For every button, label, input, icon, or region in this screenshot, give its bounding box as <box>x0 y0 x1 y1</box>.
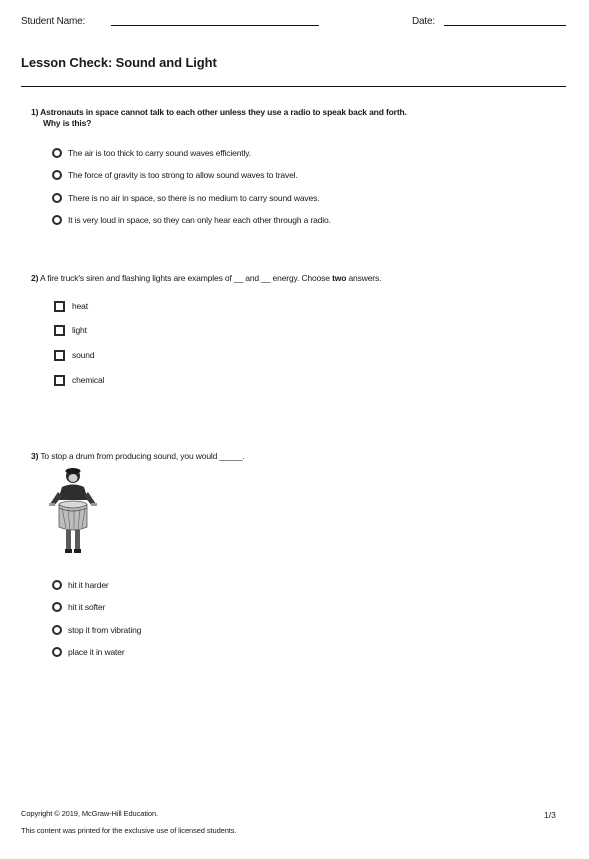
title-divider <box>21 86 566 87</box>
student-name-field[interactable] <box>111 25 319 26</box>
radio-button[interactable] <box>52 602 62 612</box>
radio-button[interactable] <box>52 580 62 590</box>
option-label: hit it softer <box>68 602 106 612</box>
q2-option-heat[interactable] <box>54 299 88 313</box>
option-label: heat <box>72 301 88 311</box>
option-label: The force of gravity is too strong to allow sound waves to travel. <box>68 170 298 180</box>
q1-option-d[interactable] <box>52 213 331 227</box>
question-3-body: To stop a drum from producing sound, you would _____. <box>40 451 245 461</box>
q1-option-b[interactable] <box>52 168 298 182</box>
question-number: 2) <box>31 273 39 283</box>
option-label: The air is too thick to carry sound waves efficiently. <box>68 148 251 158</box>
checkbox[interactable] <box>54 375 65 386</box>
question-2-text-after: answers. <box>346 273 382 283</box>
question-2-text <box>31 273 561 284</box>
student-name-label: Student Name: <box>21 16 86 27</box>
radio-button[interactable] <box>52 215 62 225</box>
question-3-text <box>31 451 561 462</box>
q2-option-light[interactable] <box>54 323 87 337</box>
page-title: Lesson Check: Sound and Light <box>21 55 217 70</box>
q2-option-sound[interactable] <box>54 348 94 362</box>
q3-option-c[interactable] <box>52 623 141 637</box>
drummer-illustration <box>48 467 98 557</box>
date-field[interactable] <box>444 25 566 26</box>
checkbox[interactable] <box>54 325 65 336</box>
option-label: light <box>72 325 87 335</box>
radio-button[interactable] <box>52 647 62 657</box>
checkbox[interactable] <box>54 350 65 361</box>
radio-button[interactable] <box>52 148 62 158</box>
question-number: 3) <box>31 451 39 461</box>
question-1-text <box>31 107 561 129</box>
radio-button[interactable] <box>52 170 62 180</box>
question-2-text-bold: two <box>332 273 347 283</box>
footer-copyright: Copyright © 2019, McGraw-Hill Education. <box>21 809 158 818</box>
radio-button[interactable] <box>52 625 62 635</box>
option-label: place it in water <box>68 647 125 657</box>
q3-option-a[interactable] <box>52 578 109 592</box>
option-label: hit it harder <box>68 580 109 590</box>
question-1-line1: Astronauts in space cannot talk to each other unless they use a radio to speak back and forth. <box>40 107 407 117</box>
q3-option-b[interactable] <box>52 600 105 614</box>
header-row <box>21 16 566 30</box>
q3-option-d[interactable] <box>52 645 125 659</box>
question-2-text-before: A fire truck's siren and flashing lights are examples of __ and __ energy. Choose <box>40 273 333 283</box>
radio-button[interactable] <box>52 193 62 203</box>
page-number: 1/3 <box>544 810 556 820</box>
footer-notice: This content was printed for the exclusive use of licensed students. <box>21 826 237 835</box>
option-label: stop it from vibrating <box>68 625 142 635</box>
date-label: Date: <box>412 16 435 27</box>
q2-option-chemical[interactable] <box>54 373 104 387</box>
option-label: It is very loud in space, so they can only hear each other through a radio. <box>68 215 331 225</box>
checkbox[interactable] <box>54 301 65 312</box>
q1-option-a[interactable] <box>52 146 251 160</box>
option-label: chemical <box>72 375 105 385</box>
option-label: There is no air in space, so there is no medium to carry sound waves. <box>68 193 320 203</box>
option-label: sound <box>72 350 95 360</box>
question-number: 1) <box>31 107 39 117</box>
question-1-line2: Why is this? <box>43 118 92 128</box>
q1-option-c[interactable] <box>52 191 319 205</box>
